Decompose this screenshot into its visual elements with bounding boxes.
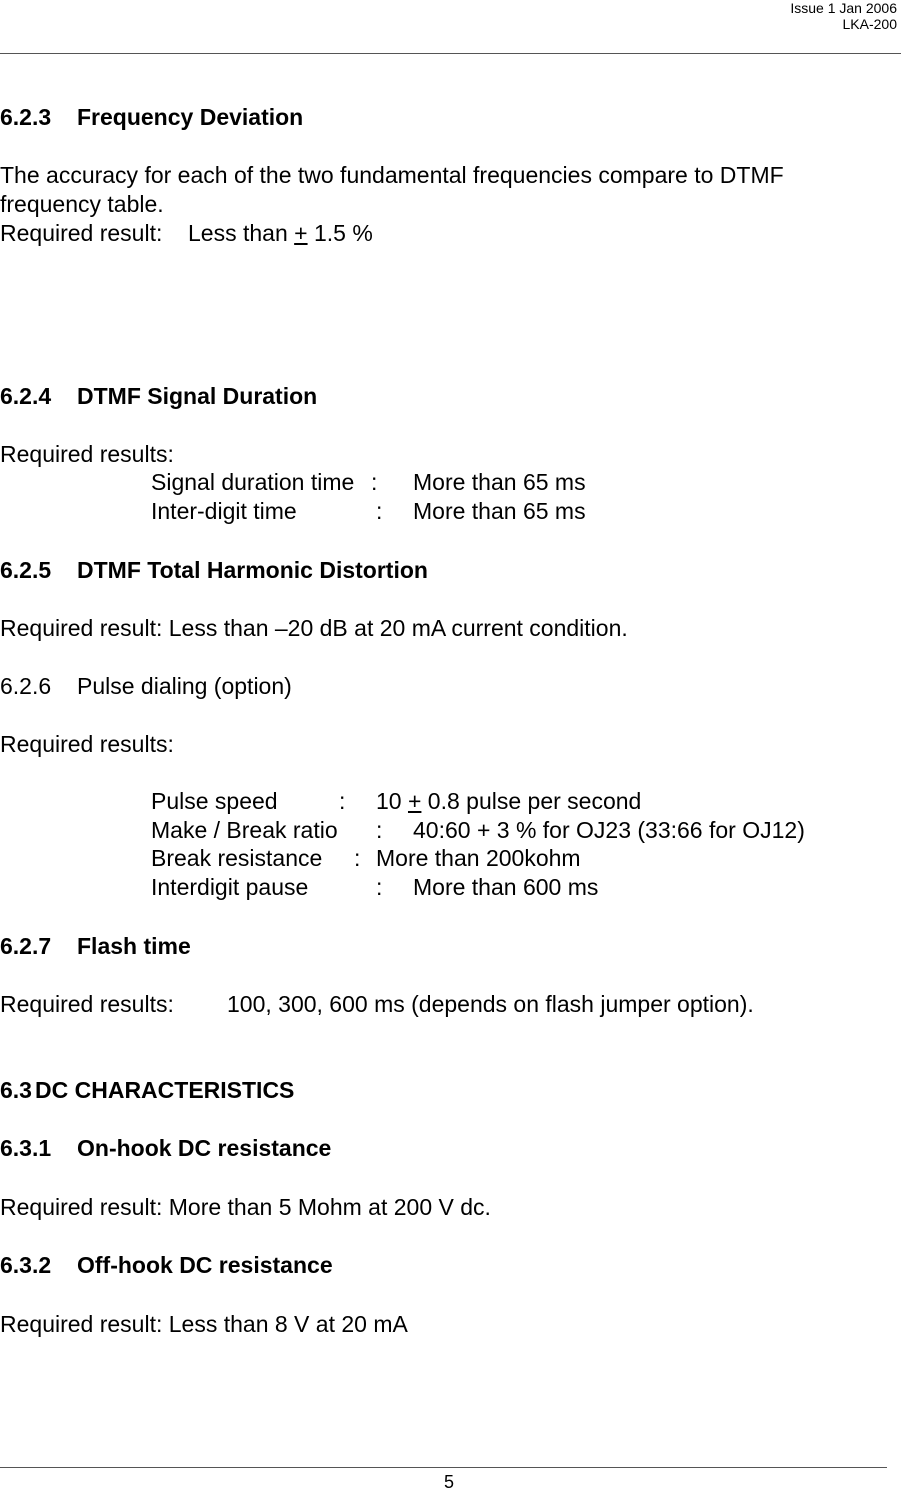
plus-minus-sign: + — [294, 220, 308, 246]
header-rule — [0, 53, 901, 54]
spec-label: Signal duration time — [151, 469, 355, 495]
section-title: Pulse dialing (option) — [77, 673, 292, 699]
section-number: 6.2.3 — [0, 104, 52, 130]
section-title: Off-hook DC resistance — [77, 1252, 333, 1278]
footer-rule — [0, 1467, 887, 1468]
spec-colon: : — [371, 469, 378, 495]
required-result-line — [0, 219, 373, 247]
heading-6-2-7 — [0, 932, 191, 960]
required-label: Required results: — [0, 991, 174, 1017]
spec-label: Inter-digit time — [151, 498, 297, 524]
section-title: DTMF Signal Duration — [77, 383, 318, 409]
section-number: 6.3.2 — [0, 1252, 52, 1278]
spec-colon: : — [376, 874, 383, 900]
section-title: On-hook DC resistance — [77, 1135, 332, 1161]
header-issue-date: Issue 1 Jan 2006 — [790, 0, 897, 16]
section-number: 6.2.7 — [0, 933, 52, 959]
spec-label: Interdigit pause — [151, 874, 309, 900]
section-title: Frequency Deviation — [77, 104, 304, 130]
spec-label: Make / Break ratio — [151, 817, 338, 843]
spec-label: Pulse speed — [151, 788, 278, 814]
heading-6-3-1 — [0, 1134, 331, 1162]
required-label: Required results: — [0, 441, 174, 467]
spec-value: 10 + 0.8 pulse per second — [376, 788, 642, 814]
section-number: 6.3.1 — [0, 1135, 52, 1161]
required-result-line: Required result: Less than –20 dB at 20 mA current condition. — [0, 615, 628, 641]
required-result-line: Required result: More than 5 Mohm at 200 V dc. — [0, 1194, 491, 1220]
page-number: 5 — [444, 1472, 455, 1492]
spec-label: Break resistance — [151, 845, 323, 871]
spec-value: 40:60 + 3 % for OJ23 (33:66 for OJ12) — [413, 817, 805, 843]
required-value: 100, 300, 600 ms (depends on flash jumper option). — [227, 991, 754, 1017]
section-number: 6.3 — [0, 1077, 32, 1103]
plus-minus-sign: + — [407, 788, 422, 814]
section-title: DC CHARACTERISTICS — [35, 1077, 295, 1103]
section-number: 6.2.6 — [0, 673, 52, 699]
section-number: 6.2.4 — [0, 383, 52, 409]
spec-value: More than 600 ms — [413, 874, 599, 900]
section-number: 6.2.5 — [0, 557, 52, 583]
header-doc-id: LKA-200 — [842, 16, 897, 32]
spec-colon: : — [376, 817, 383, 843]
heading-6-2-3 — [0, 103, 303, 131]
spec-value: More than 65 ms — [413, 469, 586, 495]
spec-colon: : — [354, 845, 361, 871]
paragraph-line: frequency table. — [0, 191, 164, 217]
required-label: Required result: — [0, 220, 163, 246]
required-value: Less than + 1.5 % — [188, 220, 373, 246]
section-title: DTMF Total Harmonic Distortion — [77, 557, 428, 583]
spec-value: More than 200kohm — [376, 845, 581, 871]
required-result-line: Required result: Less than 8 V at 20 mA — [0, 1311, 408, 1337]
heading-6-3-2 — [0, 1251, 333, 1279]
heading-6-2-6 — [0, 672, 292, 700]
heading-6-3 — [0, 1076, 294, 1104]
spec-colon: : — [376, 498, 383, 524]
required-label: Required results: — [0, 731, 174, 757]
section-title: Flash time — [77, 933, 191, 959]
paragraph-line: The accuracy for each of the two fundamental frequencies compare to DTMF — [0, 162, 784, 188]
spec-value: More than 65 ms — [413, 498, 586, 524]
spec-colon: : — [339, 788, 346, 814]
heading-6-2-4 — [0, 382, 317, 410]
heading-6-2-5 — [0, 556, 428, 584]
